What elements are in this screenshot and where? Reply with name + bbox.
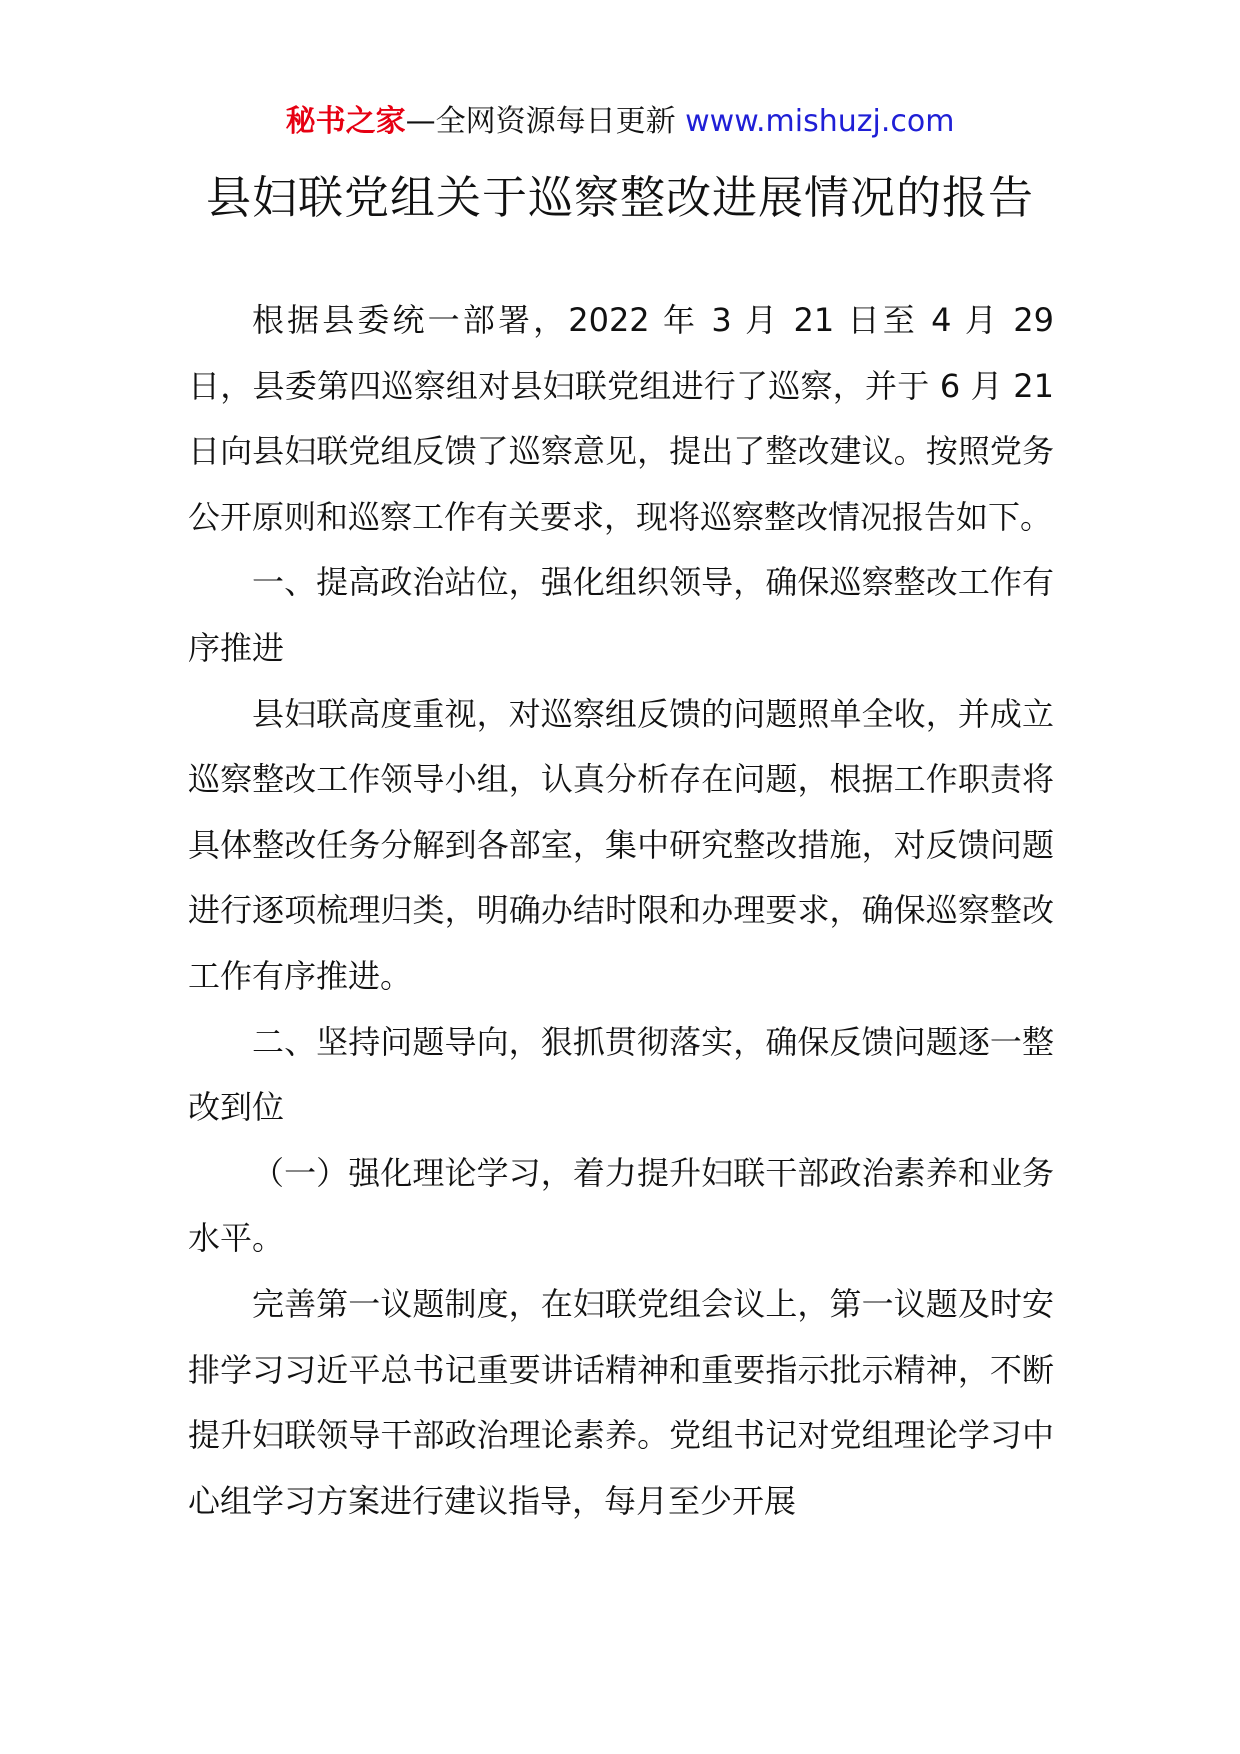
document-body <box>188 288 1054 1534</box>
site-name: 秘书之家 <box>285 104 406 139</box>
paragraph-section-1: 县妇联高度重视，对巡察组反馈的问题照单全收，并成立巡察整改工作领导小组，认真分析存在问题，根据工作职责将具体整改任务分解到各部室，集中研究整改措施，对反馈问题进行逐项梳理归类，明确办结时限和办理要求，确保巡察整改工作有序推进。 <box>188 694 1054 995</box>
site-tagline: —全网资源每日更新 <box>405 104 676 139</box>
section-heading-1: 一、提高政治站位，强化组织领导，确保巡察整改工作有序推进 <box>188 563 1054 667</box>
subsection-heading-1: （一）强化理论学习，着力提升妇联干部政治素养和业务水平。 <box>188 1153 1054 1258</box>
site-url-link[interactable]: www.mishuzj.com <box>685 104 955 139</box>
paragraph-subsection-1: 完善第一议题制度，在妇联党组会议上，第一议题及时安排学习习近平总书记重要讲话精神和重要指示批示精神，不断提升妇联领导干部政治理论素养。党组书记对党组理论学习中心组学习方案进行建议指导，每月至少开展 <box>188 1284 1054 1520</box>
document-title: 县妇联党组关于巡察整改进展情况的报告 <box>205 171 1034 224</box>
section-heading-2: 二、坚持问题导向，狠抓贯彻落实，确保反馈问题逐一整改到位 <box>188 1022 1054 1127</box>
paragraph-intro: 根据县委统一部署，2022 年 3 月 21 日至 4 月 29 日，县委第四巡察组对县妇联党组进行了巡察，并于 6 月 21 日向县妇联党组反馈了巡察意见，提出了整改建议。按照党务公开原则和巡察工作有关要求，现将巡察整改情况报告如下。 <box>188 301 1054 536</box>
site-header <box>0 102 1240 142</box>
